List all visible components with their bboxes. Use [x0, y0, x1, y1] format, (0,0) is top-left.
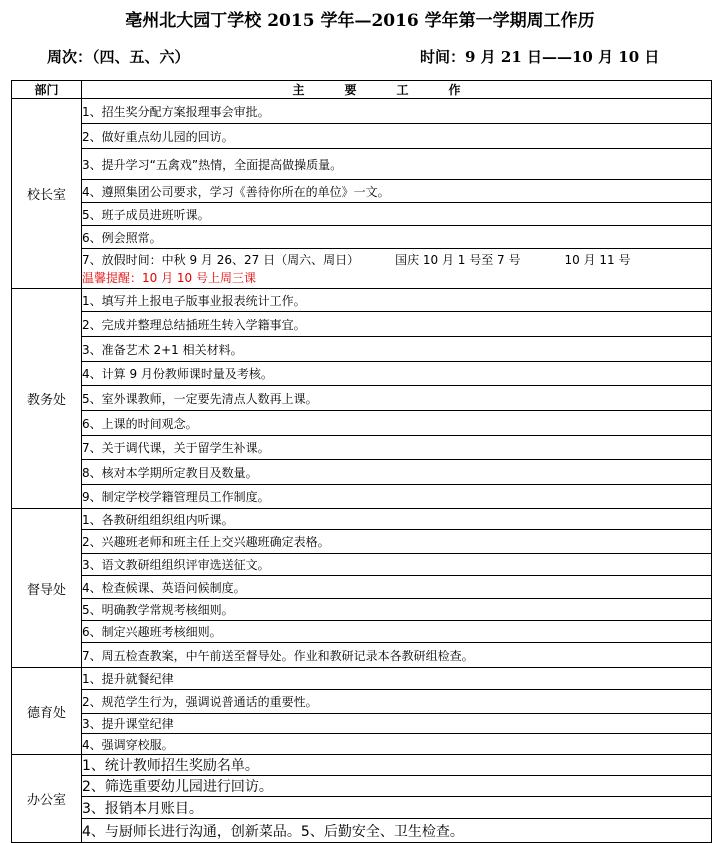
- task-item: 2、筛选重要幼儿园进行回访。: [82, 776, 712, 797]
- table-row: [12, 576, 712, 599]
- table-row: [12, 99, 712, 124]
- work-calendar-table: [11, 80, 712, 843]
- table-row: [12, 797, 712, 819]
- task-item: 4、检查候课、英语问候制度。: [82, 576, 712, 599]
- table-row: [12, 509, 712, 530]
- table-row: [12, 249, 712, 289]
- task-item: 3、准备艺术 2+1 相关材料。: [82, 337, 712, 362]
- task-item: 2、规范学生行为，强调说普通话的重要性。: [82, 690, 712, 714]
- table-row: [12, 621, 712, 643]
- table-row: [12, 530, 712, 554]
- table-row: [12, 124, 712, 149]
- task-item: 1、填写并上报电子版事业报表统计工作。: [82, 289, 712, 312]
- page-title: 亳州北大园丁学校 2015 学年—2016 学年第一学期周工作历: [125, 11, 595, 31]
- table-row: [12, 386, 712, 411]
- task-item: 2、完成并整理总结插班生转入学籍事宜。: [82, 312, 712, 337]
- task-item: 7、关于调代课，关于留学生补课。: [82, 436, 712, 460]
- task-item: 6、制定兴趣班考核细则。: [82, 621, 712, 643]
- task-item: 1、各教研组组织组内听课。: [82, 509, 712, 530]
- task-item: 3、报销本月账目。: [82, 797, 712, 819]
- table-row: [12, 149, 712, 180]
- holiday-item: [82, 249, 712, 289]
- task-item: 5、明确教学常规考核细则。: [82, 599, 712, 621]
- table-row: [12, 411, 712, 436]
- dept-office: 办公室: [12, 755, 82, 843]
- task-item: 3、提升课堂纪律: [82, 714, 712, 734]
- table-row: [12, 755, 712, 776]
- dept-moral: 德育处: [12, 668, 82, 755]
- table-row: [12, 180, 712, 203]
- task-item: 7、周五检查教案，中午前送至督导处。作业和教研记录本各教研组检查。: [82, 643, 712, 668]
- table-row: [12, 819, 712, 843]
- task-item: 1、提升就餐纪律: [82, 668, 712, 690]
- table-row: [12, 714, 712, 734]
- table-row: [12, 226, 712, 249]
- task-item: 2、做好重点幼儿园的回访。: [82, 124, 712, 149]
- subheader: [0, 46, 720, 72]
- dept-supervision: 督导处: [12, 509, 82, 668]
- week-label: 周次：（四、五、六）: [47, 48, 190, 66]
- table-row: [12, 690, 712, 714]
- task-item: 8、核对本学期所定教目及数量。: [82, 460, 712, 485]
- table-row: [12, 362, 712, 386]
- task-item: 3、提升学习“五禽戏”热情，全面提高做操质量。: [82, 149, 712, 180]
- table-row: [12, 776, 712, 797]
- table-row: [12, 337, 712, 362]
- table-row: [12, 289, 712, 312]
- holiday-resume: 10 月 11 号: [564, 252, 631, 267]
- task-item: 3、语文教研组组织评审选送征文。: [82, 554, 712, 576]
- dept-column-header: 部门: [12, 81, 82, 99]
- period-label: 时间：9 月 21 日——10 月 10 日: [420, 48, 660, 66]
- task-item: 2、兴趣班老师和班主任上交兴趣班确定表格。: [82, 530, 712, 554]
- table-row: [12, 312, 712, 337]
- holiday-midautumn: 7、放假时间：中秋 9 月 26、27 日（周六、周日）: [82, 252, 360, 267]
- task-item: 6、上课的时间观念。: [82, 411, 712, 436]
- task-item: 9、制定学校学籍管理员工作制度。: [82, 485, 712, 509]
- table-row: [12, 643, 712, 668]
- table-header-row: [12, 81, 712, 99]
- holiday-national: 国庆 10 月 1 号至 7 号: [395, 252, 521, 267]
- table-row: [12, 485, 712, 509]
- holiday-reminder: 温馨提醒：10 月 10 号上周三课: [82, 270, 256, 285]
- table-row: [12, 734, 712, 755]
- task-item: 6、例会照常。: [82, 226, 712, 249]
- task-item: 5、班子成员进班听课。: [82, 203, 712, 226]
- table-row: [12, 460, 712, 485]
- task-item: 1、统计教师招生奖励名单。: [82, 755, 712, 776]
- task-item: 4、强调穿校服。: [82, 734, 712, 755]
- table-row: [12, 436, 712, 460]
- dept-principal: 校长室: [12, 99, 82, 289]
- table-row: [12, 668, 712, 690]
- dept-academic: 教务处: [12, 289, 82, 509]
- table-row: [12, 203, 712, 226]
- task-item: 1、招生奖分配方案报理事会审批。: [82, 99, 712, 124]
- table-row: [12, 599, 712, 621]
- table-row: [12, 554, 712, 576]
- task-item: 4、遵照集团公司要求，学习《善待你所在的单位》一文。: [82, 180, 712, 203]
- main-work-column-header: 主要工作: [82, 81, 712, 99]
- task-item: 4、计算 9 月份教师课时量及考核。: [82, 362, 712, 386]
- task-item: 4、与厨师长进行沟通，创新菜品。5、后勤安全、卫生检查。: [82, 819, 712, 843]
- task-item: 5、室外课教师，一定要先清点人数再上课。: [82, 386, 712, 411]
